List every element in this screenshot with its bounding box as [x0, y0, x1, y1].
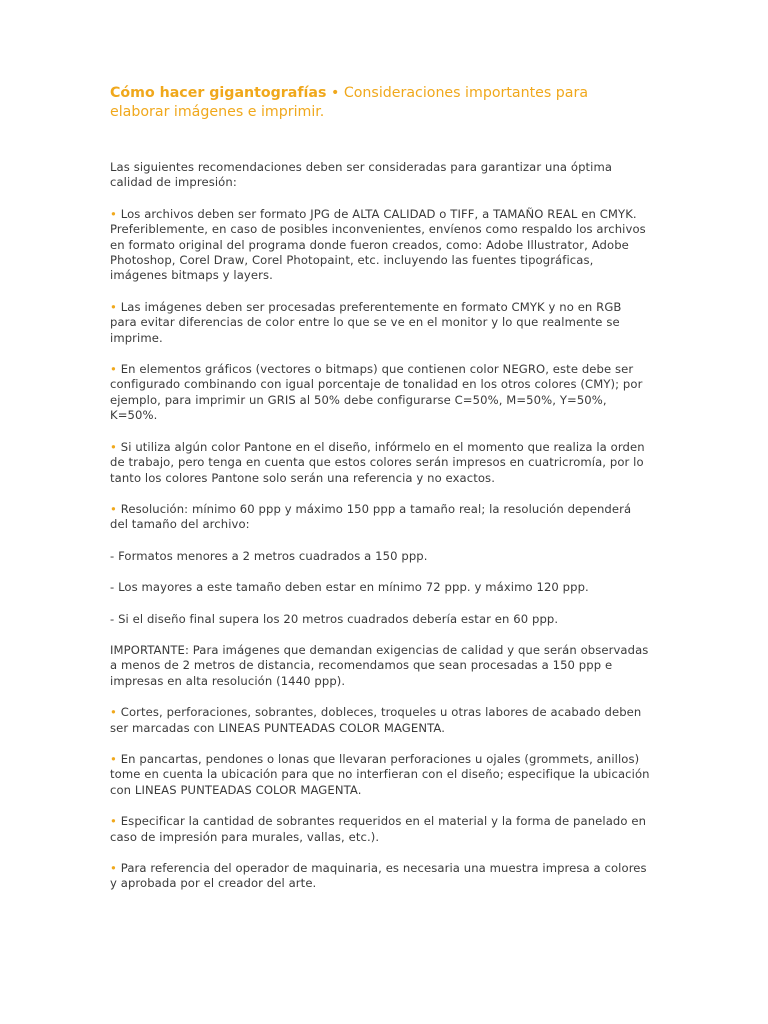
recommendation-text: En pancartas, pendones o lonas que llevaran perforaciones u ojales (grommets, anillos) tome en cuenta la ubicación para que no interfieran con el diseño; especifique la ubicación con LINEAS PUNTEADAS COLOR MAGENTA.: [110, 751, 650, 797]
recommendation-text: En elementos gráficos (vectores o bitmaps) que contienen color NEGRO, este debe ser configurado combinando con igual porcentaje de tonalidad en los otros colores (CMY); por ejemplo, para imprimir un GRIS al 50% debe configurarse C=50%, M=50%, Y=50%, K=50%.: [110, 362, 643, 423]
recommendation-item: [110, 502, 650, 533]
resolution-dash-item: - Formatos menores a 2 metros cuadrados a 150 ppp.: [110, 548, 428, 563]
bullet-icon: •: [110, 362, 117, 377]
recommendation-item: [110, 440, 650, 486]
recommendation-text: Especificar la cantidad de sobrantes requeridos en el material y la forma de panelado en caso de impresión para murales, vallas, etc.).: [110, 814, 647, 844]
recommendation-item: [110, 300, 650, 346]
bullet-icon: •: [110, 705, 117, 720]
bullet-icon: •: [110, 439, 117, 454]
recommendation-text: Las imágenes deben ser procesadas preferentemente en formato CMYK y no en RGB para evitar diferencias de color entre lo que se ve en el monitor y lo que realmente se imprime.: [110, 299, 622, 345]
recommendation-text: Para referencia del operador de maquinaria, es necesaria una muestra impresa a colores y aprobada por el creador del arte.: [110, 861, 647, 891]
document-page: [110, 84, 650, 908]
important-note: IMPORTANTE: Para imágenes que demandan exigencias de calidad y que serán observadas a menos de 2 metros de distancia, recomendamos que sean procesadas a 150 ppp e impresas en alta resolución (1440 ppp).: [110, 642, 649, 688]
bullet-icon: •: [110, 206, 117, 221]
recommendation-item: [110, 207, 650, 284]
title-subtitle: Consideraciones importantes para elaborar imágenes e imprimir.: [110, 85, 589, 120]
recommendation-text: Si utiliza algún color Pantone en el diseño, infórmelo en el momento que realiza la orden de trabajo, pero tenga en cuenta que estos colores serán impresos en cuatricromía, por lo tanto los colores Pantone solo serán una referencia y no exactos.: [110, 439, 645, 485]
recommendation-text: Cortes, perforaciones, sobrantes, dobleces, troqueles u otras labores de acabado deben ser marcadas con LINEAS PUNTEADAS COLOR MAGENTA.: [110, 705, 642, 735]
title-main: Cómo hacer gigantografías: [110, 85, 327, 101]
bullet-icon: •: [110, 751, 117, 766]
resolution-dash-item: - Los mayores a este tamaño deben estar en mínimo 72 ppp. y máximo 120 ppp.: [110, 580, 589, 595]
intro-paragraph: Las siguientes recomendaciones deben ser consideradas para garantizar una óptima calidad de impresión:: [110, 160, 613, 190]
recommendation-item: [110, 814, 650, 845]
page-title: [110, 84, 650, 122]
bullet-icon: •: [110, 299, 117, 314]
bullet-icon: •: [110, 861, 117, 875]
bullet-icon: •: [110, 501, 117, 516]
recommendation-item: [110, 752, 650, 798]
resolution-dash-item: - Si el diseño final supera los 20 metros cuadrados debería estar en 60 ppp.: [110, 611, 559, 626]
recommendation-item: [110, 362, 650, 424]
bullet-icon: •: [110, 814, 117, 829]
recommendation-item: [110, 861, 650, 892]
recommendation-text: Los archivos deben ser formato JPG de ALTA CALIDAD o TIFF, a TAMAÑO REAL en CMYK. Preferiblemente, en caso de posibles inconvenientes, envíenos como respaldo los archivos en formato original del programa donde fueron creados, como: Adobe Illustrator, Adobe Photoshop, Corel Draw, Corel Photopaint, etc. incluyendo las fuentes tipográficas, imágenes bitmaps y layers.: [110, 206, 646, 283]
title-bullet: •: [330, 85, 340, 101]
recommendation-item: [110, 705, 650, 736]
recommendation-text: Resolución: mínimo 60 ppp y máximo 150 ppp a tamaño real; la resolución dependerá del tamaño del archivo:: [110, 501, 632, 532]
